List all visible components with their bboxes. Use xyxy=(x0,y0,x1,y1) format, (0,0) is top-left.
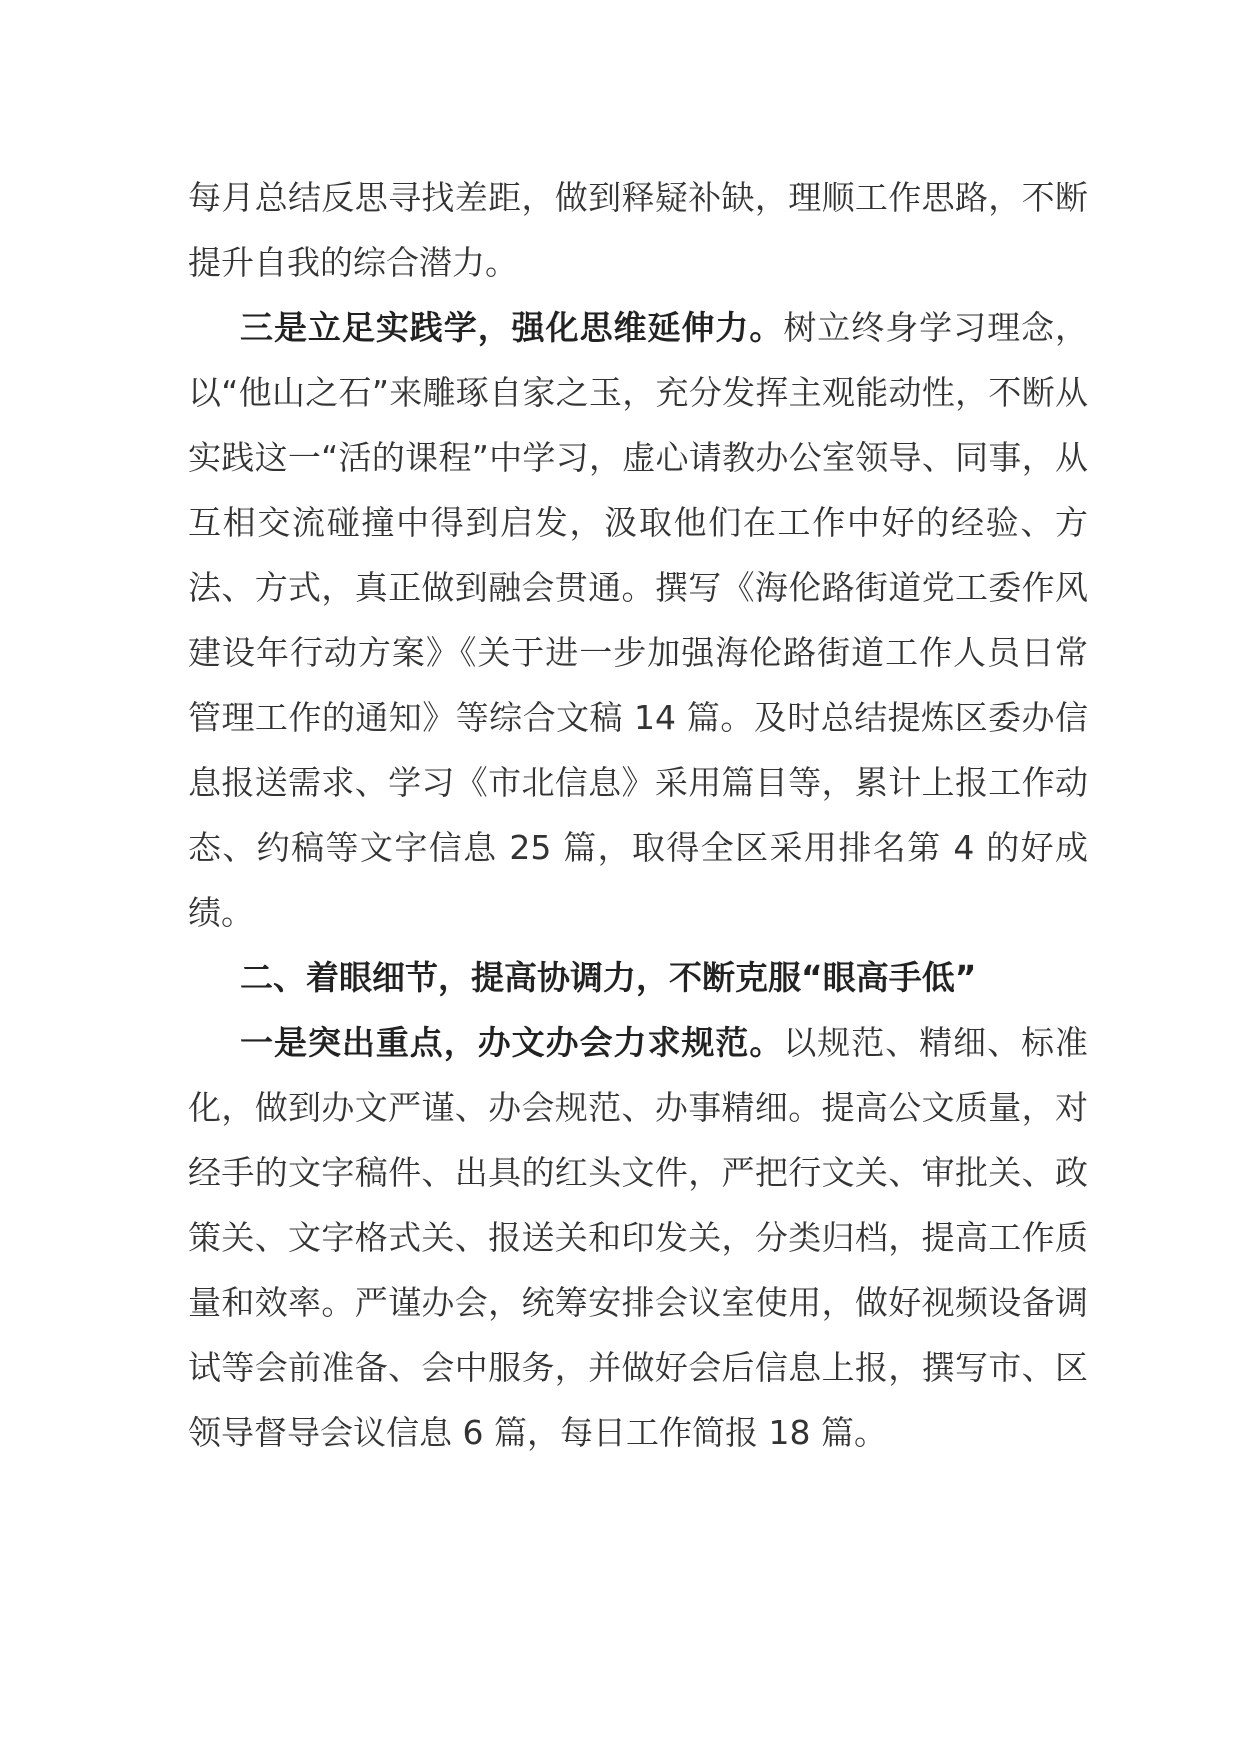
paragraph-document-meeting xyxy=(188,1010,1088,1465)
section-title: 二、着眼细节，提高协调力，不断克服“眼高手低” xyxy=(240,958,977,997)
paragraph-text: 每月总结反思寻找差距，做到释疑补缺，理顺工作思路，不断提升自我的综合潜力。 xyxy=(188,178,1088,282)
paragraph-text: 树立终身学习理念，以“他山之石”来雕琢自家之玉，充分发挥主观能动性，不断从实践这一“活的课程”中学习，虚心请教办公室领导、同事，从互相交流碰撞中得到启发，汲取他们在工作中好的经验、方法、方式，真正做到融会贯通。撰写《海伦路街道党工委作风建设年行动方案》《关于进一步加强海伦路街道工作人员日常管理工作的通知》等综合文稿 14 篇。及时总结提炼区委办信息报送需求、学习《市北信息》采用篇目等，累计上报工作动态、约稿等文字信息 25 篇，取得全区采用排名第 4 的好成绩。 xyxy=(188,308,1089,932)
paragraph-heading: 三是立足实践学，强化思维延伸力。 xyxy=(240,308,784,347)
document-body xyxy=(188,165,1088,1465)
paragraph-text: 以规范、精细、标准化，做到办文严谨、办会规范、办事精细。提高公文质量，对经手的文字稿件、出具的红头文件，严把行文关、审批关、政策关、文字格式关、报送关和印发关，分类归档，提高工作质量和效率。严谨办会，统筹安排会议室使用，做好视频设备调试等会前准备、会中服务，并做好会后信息上报，撰写市、区领导督导会议信息 6 篇，每日工作简报 18 篇。 xyxy=(188,1023,1089,1452)
paragraph-practice-learning xyxy=(188,295,1088,945)
section-heading xyxy=(188,945,1088,1010)
paragraph-heading: 一是突出重点，办文办会力求规范。 xyxy=(240,1023,784,1062)
paragraph-continuation xyxy=(188,165,1088,295)
